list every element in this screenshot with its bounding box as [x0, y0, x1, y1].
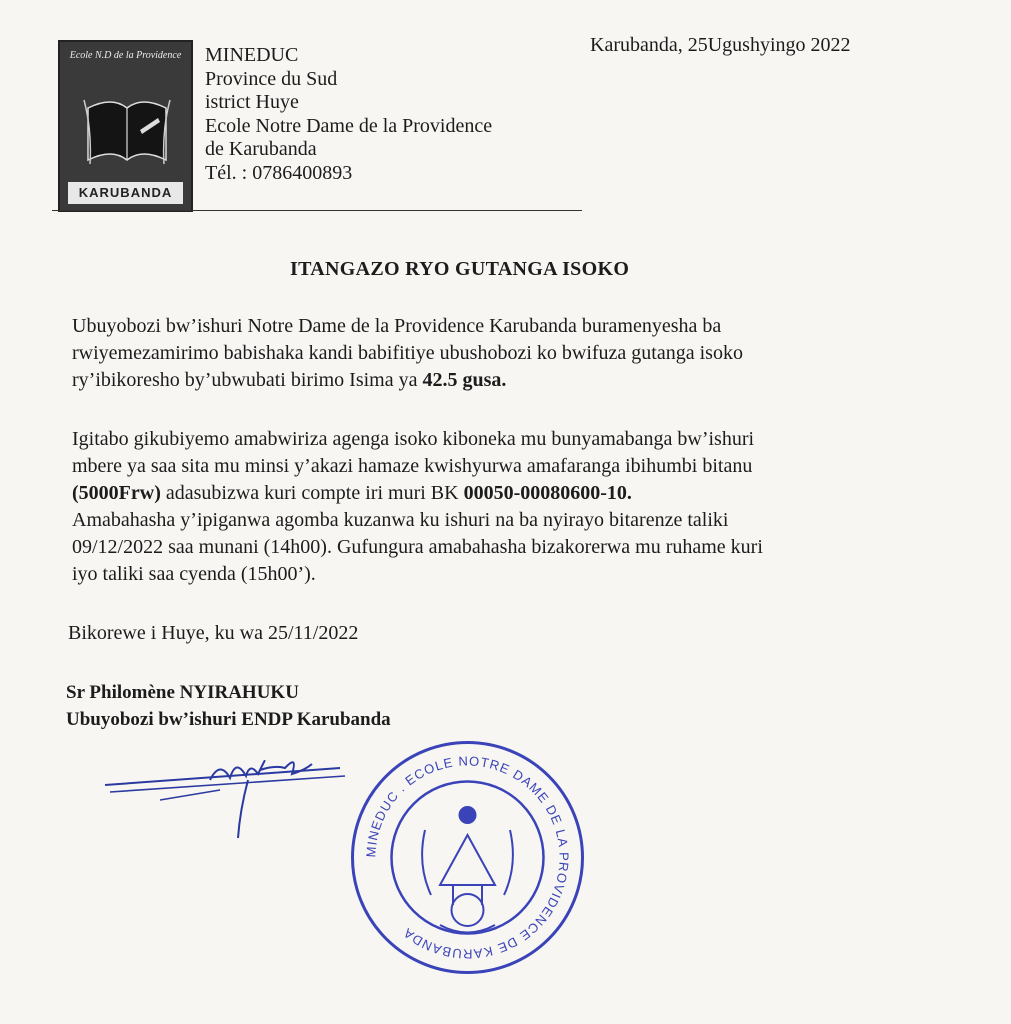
letterhead-province: Province du Sud — [205, 67, 338, 90]
paragraph-line: Ubuyobozi bw’ishuri Notre Dame de la Providence Karubanda buramenyesha ba — [72, 315, 722, 337]
notice-title: ITANGAZO RYO GUTANGA ISOKO — [290, 258, 630, 280]
paragraph-line — [72, 367, 934, 394]
letterhead-school: Ecole Notre Dame de la Providence — [205, 114, 493, 137]
handwritten-signature — [100, 740, 360, 840]
school-logo — [58, 40, 193, 212]
cement-grade: 42.5 gusa. — [422, 369, 507, 391]
fee-amount: (5000Frw) — [72, 482, 161, 504]
place-and-date: Bikorewe i Huye, ku wa 25/11/2022 — [68, 622, 359, 644]
open-book-icon — [82, 90, 172, 170]
letterhead — [205, 44, 492, 185]
paragraph-text: adasubizwa kuri compte iri muri BK — [160, 482, 464, 504]
letterhead-phone: Tél. : 0786400893 — [205, 161, 353, 184]
paragraph-line: rwiyemezamirimo babishaka kandi babifitiye ubushobozi ko bwifuza gutanga isoko — [72, 342, 743, 364]
header-divider — [52, 210, 582, 211]
stamp-ring-text: MINEDUC . ECOLE NOTRE DAME DE LA PROVIDENCE DE KARUBANDA — [363, 753, 572, 962]
school-stamp — [345, 735, 590, 980]
letterhead-location: de Karubanda — [205, 138, 317, 160]
paragraph-line — [72, 480, 934, 507]
paragraph-announcement — [72, 313, 934, 394]
paragraph-text: ry’ibikoresho by’ubwubati birimo Isima ya — [72, 369, 423, 391]
coat-of-arms-icon — [422, 807, 513, 933]
paragraph-instructions — [72, 426, 934, 588]
paragraph-line: mbere ya saa sita mu minsi y’akazi hamaze kwishyurwa amafaranga ibihumbi bitanu — [72, 455, 753, 477]
letterhead-ministry: MINEDUC — [205, 44, 299, 66]
bank-account: 00050-00080600-10. — [463, 482, 632, 504]
logo-bottom-text: KARUBANDA — [68, 182, 183, 204]
signer-role: Ubuyobozi bw’ishuri ENDP Karubanda — [66, 709, 391, 730]
svg-text:MINEDUC . ECOLE NOTRE DAME DE — [363, 753, 571, 961]
logo-top-text: Ecole N.D de la Providence — [69, 50, 182, 61]
paragraph-line: Amabahasha y’ipiganwa agomba kuzanwa ku ishuri na ba nyirayo bitarenze taliki — [72, 509, 729, 531]
signer-name: Sr Philomène NYIRAHUKU — [66, 682, 299, 703]
paragraph-line: iyo taliki saa cyenda (15h00’). — [72, 563, 316, 585]
letter-date: Karubanda, 25Ugushyingo 2022 — [590, 34, 851, 56]
letterhead-district: istrict Huye — [205, 91, 299, 113]
paragraph-line: 09/12/2022 saa munani (14h00). Gufungura amabahasha bizakorerwa mu ruhame kuri — [72, 536, 763, 558]
paragraph-line: Igitabo gikubiyemo amabwiriza agenga isoko kiboneka mu bunyamabanga bw’ishuri — [72, 428, 755, 450]
